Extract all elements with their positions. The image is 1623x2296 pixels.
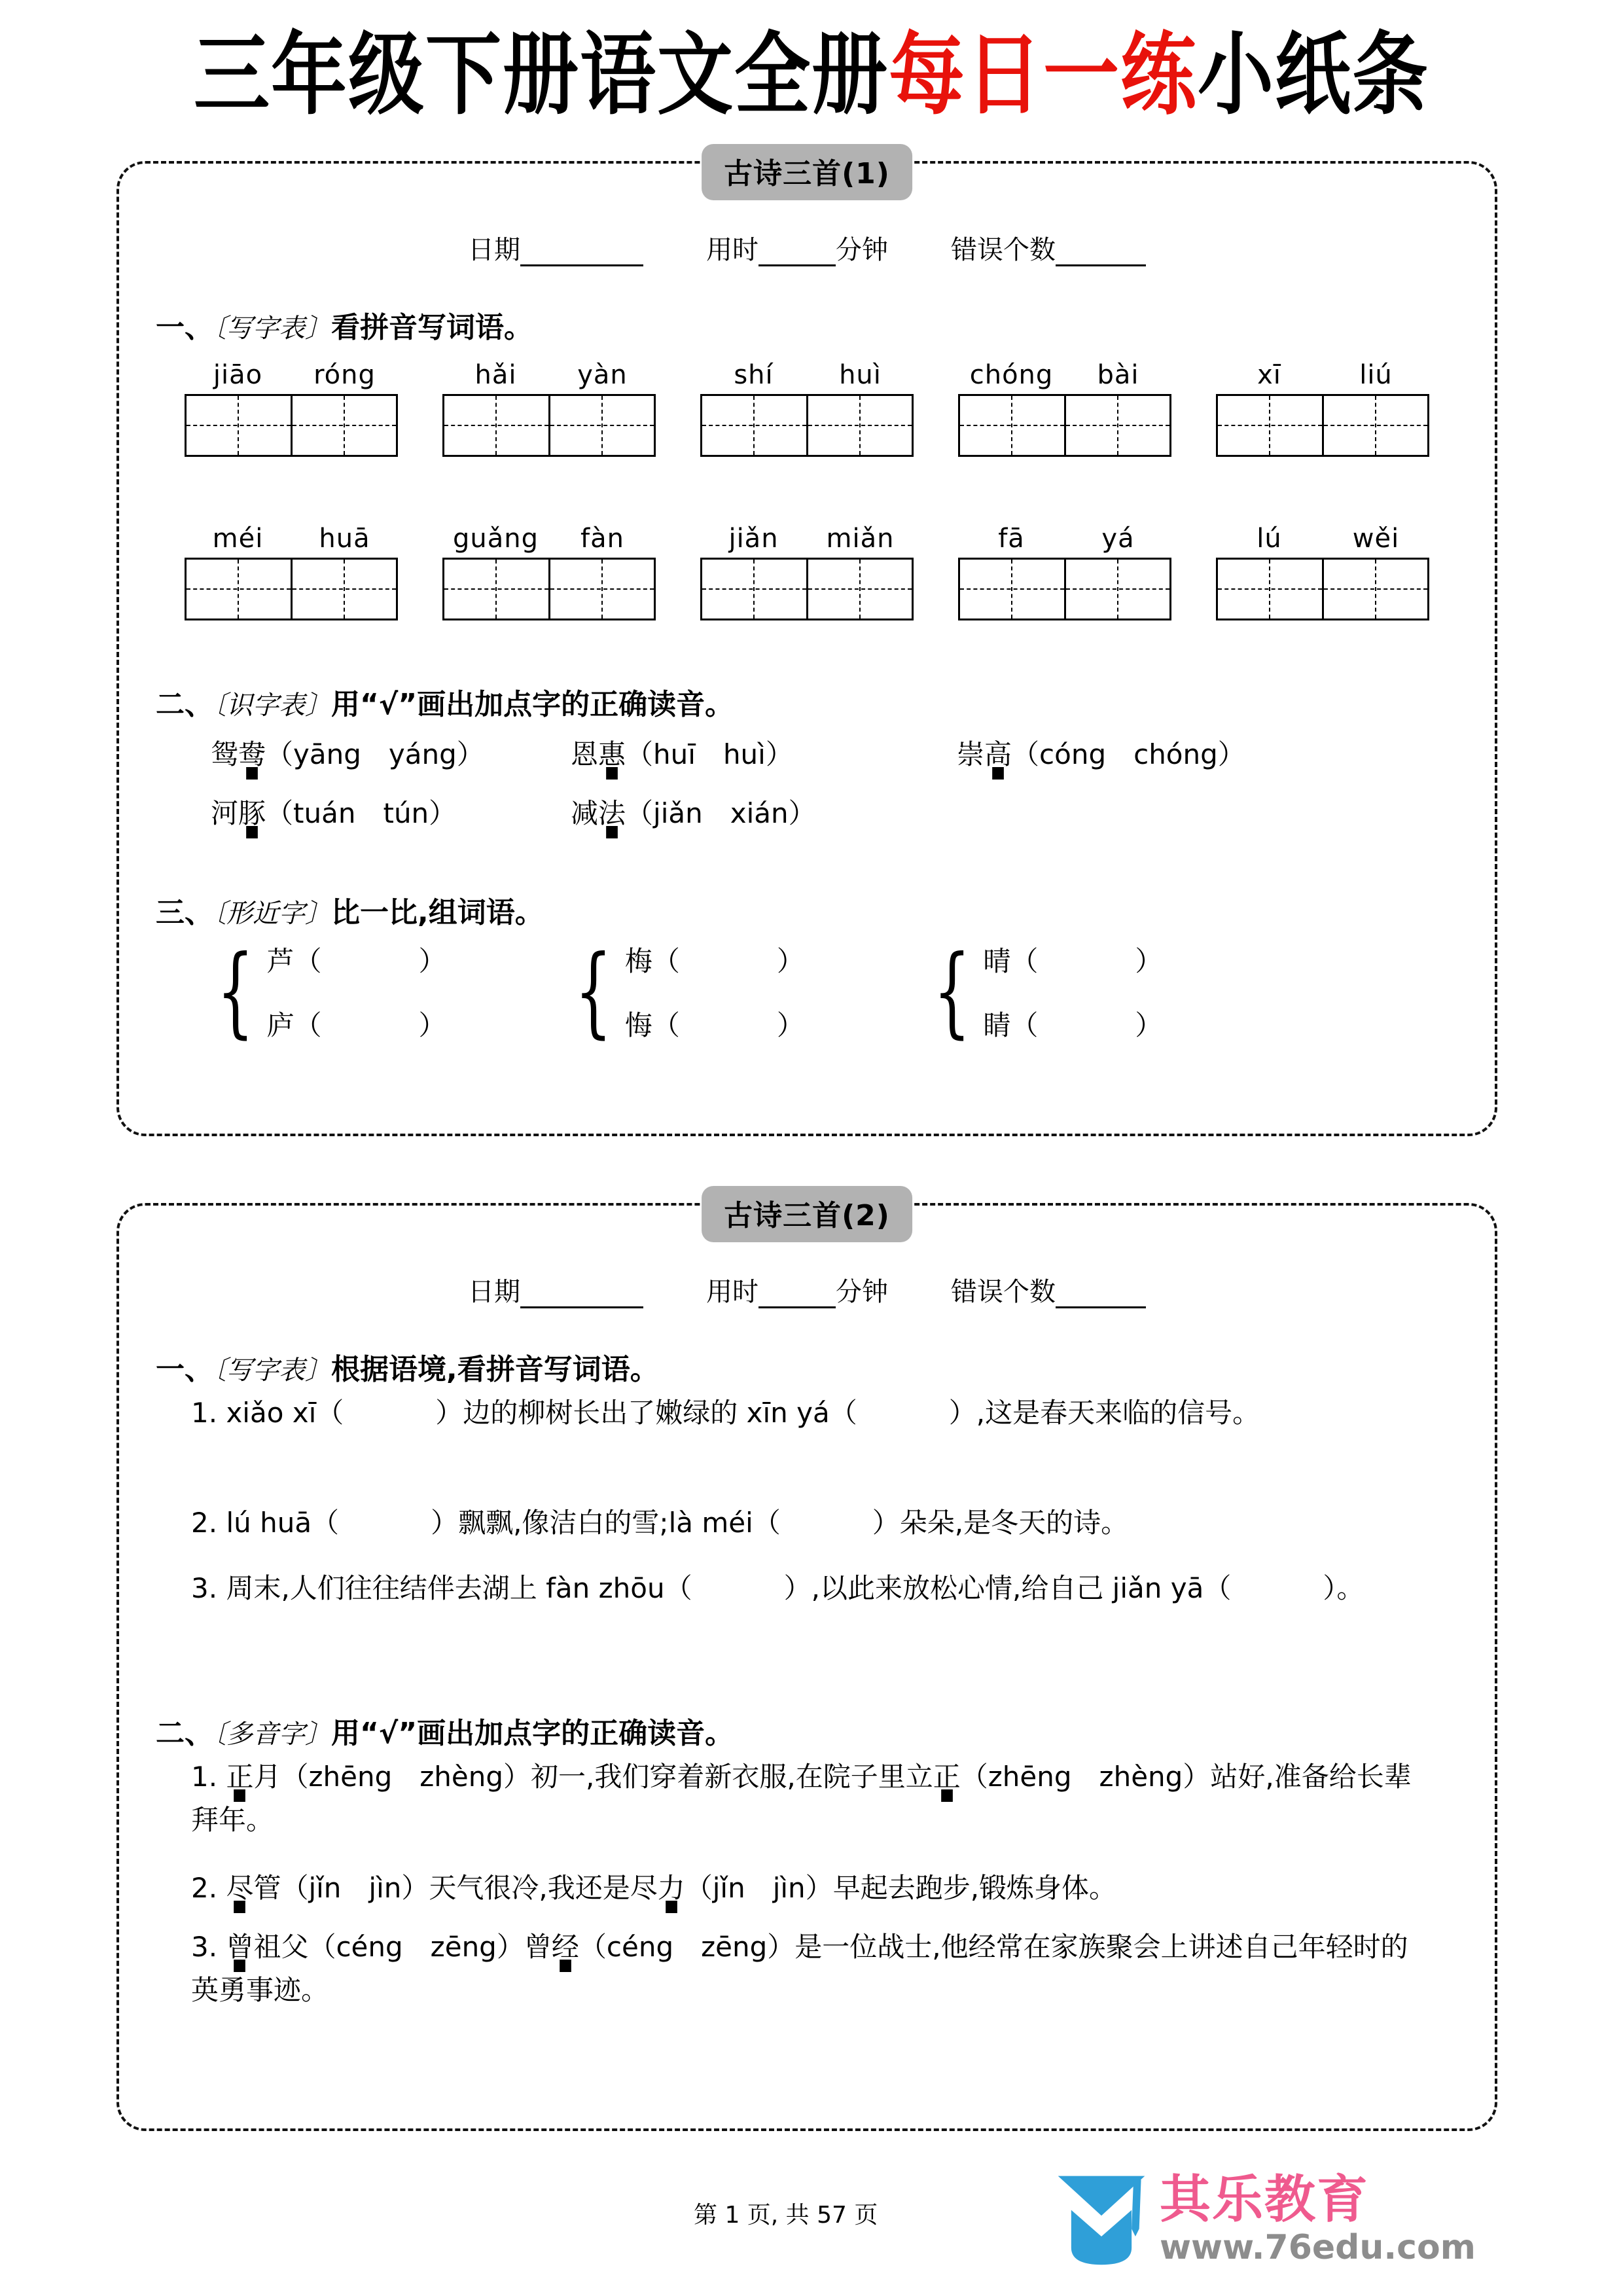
c2q1-text: 根据语境,看拼音写词语。 <box>331 1353 659 1386</box>
pinyin-syllable: guǎng <box>453 524 539 554</box>
sentence-seg: ）,以此来放松心情,给自己 jiǎn yā（ <box>783 1572 1232 1604</box>
meta-row-2 <box>119 1271 1495 1308</box>
paren-close: ） <box>1135 945 1163 977</box>
pinyin-label <box>442 360 656 390</box>
c2q2-tag: 〔多音字〕 <box>213 1719 331 1749</box>
sentence-seg: ）朵朵,是冬天的诗。 <box>872 1507 1129 1539</box>
date-field-1[interactable] <box>468 229 643 266</box>
tianzige-cell[interactable] <box>1218 396 1322 455</box>
word-cell <box>185 360 398 457</box>
tianzige-grid[interactable] <box>185 558 398 620</box>
errors-field-1[interactable] <box>951 229 1146 266</box>
word-char: 恩 <box>571 738 599 770</box>
sentence-seg: ）边的柳树长出了嫩绿的 xīn yá（ <box>435 1397 857 1429</box>
time-blank-2[interactable] <box>758 1280 836 1308</box>
pronunciation-options[interactable]: （céng zēng） <box>308 1931 524 1963</box>
tianzige-cell[interactable] <box>1064 396 1170 455</box>
site-logo <box>1054 2170 1476 2269</box>
time-unit-label: 分钟 <box>836 235 888 265</box>
pair-bottom-item[interactable] <box>625 1004 804 1043</box>
pinyin-syllable: shí <box>734 360 774 390</box>
pinyin-label <box>958 360 1171 390</box>
sentence-seg: ）飘飘,像洁白的雪;là méi（ <box>431 1507 781 1539</box>
word-char: 崇 <box>957 738 985 770</box>
pronunciation-options[interactable]: （jiǎn xián） <box>626 797 816 829</box>
worksheet-card-2 <box>116 1199 1497 2131</box>
pronunciation-options[interactable]: （jǐn jìn） <box>685 1872 833 1904</box>
dotted-char: 尽 <box>226 1872 254 1904</box>
character-pair-group <box>204 935 446 1049</box>
card2-question-2-heading <box>156 1710 734 1751</box>
tianzige-grid[interactable] <box>185 394 398 457</box>
word-cell <box>1216 524 1429 620</box>
pinyin-grid-row-2 <box>119 524 1495 620</box>
pair-char: 梅（ <box>624 945 680 977</box>
word-cell <box>958 524 1171 620</box>
sentence-seg: 是一位战士,他经常在家族聚会上讲述自己年轻时的英勇事迹。 <box>191 1931 1408 2006</box>
time-field-2[interactable] <box>706 1271 888 1308</box>
tianzige-cell[interactable] <box>806 396 912 455</box>
reading-choice-item[interactable] <box>211 792 486 831</box>
fill-in-sentence[interactable] <box>191 1391 1435 1435</box>
tianzige-cell[interactable] <box>1218 560 1322 619</box>
paren-close: ） <box>1135 1009 1163 1041</box>
dotted-char: 高 <box>984 738 1012 770</box>
word-cell <box>442 524 656 620</box>
dotted-char: 豚 <box>238 797 266 829</box>
tianzige-grid[interactable] <box>1216 394 1429 457</box>
brace-bracket: { <box>933 935 971 1049</box>
tianzige-cell[interactable] <box>187 396 291 455</box>
paren-close: ） <box>776 1009 804 1041</box>
pronunciation-options[interactable]: （zhēng zhèng） <box>960 1761 1211 1793</box>
pinyin-label <box>1216 524 1429 554</box>
pronunciation-options[interactable]: （céng zēng） <box>579 1931 795 1963</box>
word-cell <box>1216 360 1429 457</box>
pinyin-label <box>1216 360 1429 390</box>
errors-blank-2[interactable] <box>1056 1280 1146 1308</box>
paren-close: ） <box>776 945 804 977</box>
tianzige-cell[interactable] <box>960 560 1064 619</box>
dotted-char: 鸯 <box>238 738 266 770</box>
item-number: 1. <box>191 1397 226 1429</box>
pinyin-label <box>442 524 656 554</box>
reading-choice-row-2 <box>211 792 872 831</box>
date-label-2: 日期 <box>468 1277 520 1307</box>
pinyin-syllable: miǎn <box>826 524 895 554</box>
brace-bracket: { <box>217 935 255 1049</box>
character-pair-group <box>921 935 1163 1049</box>
tianzige-cell[interactable] <box>1064 560 1170 619</box>
word-char: 减 <box>571 797 599 829</box>
paren-close: ） <box>418 945 446 977</box>
tianzige-grid[interactable] <box>700 394 914 457</box>
pinyin-syllable: yá <box>1101 524 1135 554</box>
sentence-seg: 祖父 <box>253 1931 309 1963</box>
q1-number: 一、 <box>156 311 213 344</box>
pinyin-syllable: jiǎn <box>728 524 779 554</box>
tianzige-cell[interactable] <box>444 560 548 619</box>
dotted-char: 正 <box>226 1761 254 1793</box>
pronunciation-options[interactable]: （jǐn jìn） <box>281 1872 429 1904</box>
fill-in-sentence[interactable] <box>191 1567 1435 1610</box>
word-cell <box>700 524 914 620</box>
paren-close: ） <box>418 1009 446 1041</box>
reading-choice-item[interactable] <box>571 792 872 831</box>
tianzige-grid[interactable] <box>442 558 656 620</box>
tianzige-cell[interactable] <box>702 396 806 455</box>
pinyin-grid-row-1 <box>119 360 1495 457</box>
reading-choice-item[interactable] <box>957 733 1245 772</box>
pair-bottom-item[interactable] <box>266 1004 446 1043</box>
item-number: 2. <box>191 1872 226 1904</box>
sentence-seg: ）,这是春天来临的信号。 <box>948 1397 1260 1429</box>
q2-number: 二、 <box>156 688 213 721</box>
pinyin-syllable: yàn <box>577 360 628 390</box>
sentence-seg: ）。 <box>1323 1572 1364 1604</box>
section-header-2: 古诗三首(2) <box>702 1186 912 1242</box>
pinyin-syllable: huā <box>319 524 370 554</box>
pinyin-syllable: fàn <box>580 524 624 554</box>
title-part-2: 小纸条 <box>1198 23 1429 128</box>
pair-char: 芦（ <box>266 945 322 977</box>
pinyin-syllable: fā <box>998 524 1025 554</box>
time-field-1[interactable] <box>706 229 888 266</box>
pair-top-item[interactable] <box>266 940 446 979</box>
pinyin-syllable: jiāo <box>213 360 263 390</box>
q1-tag: 〔写字表〕 <box>213 314 331 344</box>
pinyin-syllable: méi <box>212 524 264 554</box>
pronunciation-options[interactable]: （tuán tún） <box>266 797 457 829</box>
c2q2-text: 用“√”画出加点字的正确读音。 <box>331 1717 734 1750</box>
dotted-char: 正 <box>933 1761 961 1793</box>
question-3-heading <box>156 889 544 931</box>
errors-label: 错误个数 <box>951 235 1056 265</box>
item-number: 3. <box>191 1572 226 1604</box>
tianzige-cell[interactable] <box>548 396 654 455</box>
pinyin-syllable: lú <box>1257 524 1282 554</box>
character-pair-group <box>562 935 804 1049</box>
q3-text: 比一比,组词语。 <box>331 896 544 929</box>
pronunciation-options[interactable]: （cóng chóng） <box>1012 738 1245 770</box>
c2q1-tag: 〔写字表〕 <box>213 1355 331 1386</box>
tianzige-cell[interactable] <box>702 560 806 619</box>
date-blank[interactable] <box>520 238 643 266</box>
tianzige-cell[interactable] <box>291 560 397 619</box>
pair-char: 睛（ <box>983 1009 1039 1041</box>
page-title <box>0 23 1623 128</box>
tianzige-cell[interactable] <box>548 560 654 619</box>
pinyin-syllable: hǎi <box>474 360 517 390</box>
q2-text: 用“√”画出加点字的正确读音。 <box>331 688 734 721</box>
pinyin-syllable: bài <box>1097 360 1139 390</box>
tianzige-grid[interactable] <box>958 558 1171 620</box>
word-cell <box>185 524 398 620</box>
dotted-char: 经 <box>551 1931 579 1963</box>
sentence-seg: 初一,我们穿着新衣服,在院子里立 <box>531 1761 933 1793</box>
similar-characters-row <box>119 935 1580 1049</box>
sentence-seg: 周末,人们往往结伴去湖上 fàn zhōu（ <box>226 1572 692 1604</box>
tianzige-grid[interactable] <box>958 394 1171 457</box>
word-cell <box>700 360 914 457</box>
pinyin-syllable: huì <box>839 360 882 390</box>
sentence-seg: 天气很冷,我还是尽 <box>429 1872 658 1904</box>
c2q1-number: 一、 <box>156 1353 213 1386</box>
time-label: 用时 <box>706 235 758 265</box>
fill-in-sentence[interactable] <box>191 1501 1435 1545</box>
tianzige-cell[interactable] <box>1322 560 1428 619</box>
sentence-seg: lú huā（ <box>226 1507 340 1539</box>
sentence-seg: xiǎo xī（ <box>226 1397 344 1429</box>
time-label-2: 用时 <box>706 1277 758 1307</box>
word-char: 河 <box>211 797 239 829</box>
tianzige-cell[interactable] <box>444 396 548 455</box>
section-header-1: 古诗三首(1) <box>702 144 912 200</box>
sentence-seg: 月 <box>253 1761 281 1793</box>
tianzige-grid[interactable] <box>700 558 914 620</box>
date-field-2[interactable] <box>468 1271 643 1308</box>
reading-choice-row-1 <box>211 733 1245 772</box>
tianzige-cell[interactable] <box>806 560 912 619</box>
tianzige-grid[interactable] <box>1216 558 1429 620</box>
duoyinzi-sentence[interactable] <box>191 1755 1435 1841</box>
item-number: 1. <box>191 1761 226 1793</box>
time-unit-label-2: 分钟 <box>836 1277 888 1307</box>
sentence-seg: 曾 <box>524 1931 552 1963</box>
pinyin-syllable: róng <box>313 360 376 390</box>
brace-bracket: { <box>575 935 613 1049</box>
pinyin-label <box>700 360 914 390</box>
pair-char: 悔（ <box>624 1009 680 1041</box>
pair-char: 庐（ <box>266 1009 322 1041</box>
time-blank[interactable] <box>758 238 836 266</box>
pronunciation-options[interactable]: （huī huì） <box>626 738 793 770</box>
question-2-heading <box>156 681 734 723</box>
dotted-char: 曾 <box>226 1931 254 1963</box>
pronunciation-options[interactable]: （zhēng zhèng） <box>281 1761 531 1793</box>
tianzige-cell[interactable] <box>960 396 1064 455</box>
meta-row-1 <box>119 229 1495 266</box>
pinyin-label <box>958 524 1171 554</box>
graduation-cap-icon <box>1054 2170 1149 2269</box>
word-cell <box>442 360 656 457</box>
pinyin-syllable: xī <box>1257 360 1281 390</box>
q2-tag: 〔识字表〕 <box>213 691 331 721</box>
errors-label-2: 错误个数 <box>951 1277 1056 1307</box>
word-char: 鸳 <box>211 738 239 770</box>
word-cell <box>958 360 1171 457</box>
dotted-char: 力 <box>657 1872 685 1904</box>
reading-choice-item[interactable] <box>211 733 486 772</box>
pair-top-item[interactable] <box>983 940 1162 979</box>
item-number: 2. <box>191 1507 226 1539</box>
worksheet-card-1 <box>116 157 1497 1136</box>
tianzige-cell[interactable] <box>1322 396 1428 455</box>
errors-field-2[interactable] <box>951 1271 1146 1308</box>
pinyin-syllable: liú <box>1359 360 1393 390</box>
sentence-seg: 站好,准备给长辈拜年。 <box>191 1761 1412 1836</box>
tianzige-cell[interactable] <box>187 560 291 619</box>
pinyin-syllable: wěi <box>1352 524 1400 554</box>
date-label: 日期 <box>468 235 520 265</box>
pinyin-label <box>185 524 398 554</box>
pronunciation-options[interactable]: （yāng yáng） <box>266 738 484 770</box>
dotted-char: 法 <box>598 797 626 829</box>
q1-text: 看拼音写词语。 <box>331 311 533 344</box>
card2-question-1-heading <box>156 1346 659 1388</box>
duoyinzi-sentence[interactable] <box>191 1867 1435 1910</box>
q3-number: 三、 <box>156 896 213 929</box>
dotted-char: 惠 <box>598 738 626 770</box>
pair-bottom-item[interactable] <box>983 1004 1162 1043</box>
title-highlight: 每日一练 <box>889 23 1198 128</box>
pair-char: 晴（ <box>983 945 1039 977</box>
reading-choice-item[interactable] <box>571 733 872 772</box>
page-number: 第 1 页, 共 57 页 <box>694 2202 878 2229</box>
item-number: 3. <box>191 1931 226 1963</box>
errors-blank[interactable] <box>1056 238 1146 266</box>
pair-top-item[interactable] <box>625 940 804 979</box>
pinyin-syllable: chóng <box>969 360 1054 390</box>
date-blank-2[interactable] <box>520 1280 643 1308</box>
pinyin-label <box>185 360 398 390</box>
c2q2-number: 二、 <box>156 1717 213 1750</box>
title-part-1: 三年级下册语文全册 <box>194 23 889 128</box>
sentence-seg: 早起去跑步,锻炼身体。 <box>832 1872 1117 1904</box>
q3-tag: 〔形近字〕 <box>213 899 331 929</box>
pinyin-label <box>700 524 914 554</box>
tianzige-cell[interactable] <box>291 396 397 455</box>
duoyinzi-sentence[interactable] <box>191 1926 1435 2011</box>
question-1-heading <box>156 304 533 346</box>
sentence-seg: 管 <box>253 1872 281 1904</box>
tianzige-grid[interactable] <box>442 394 656 457</box>
logo-url: www.76edu.com <box>1160 2228 1476 2267</box>
logo-name: 其乐教育 <box>1160 2170 1370 2229</box>
